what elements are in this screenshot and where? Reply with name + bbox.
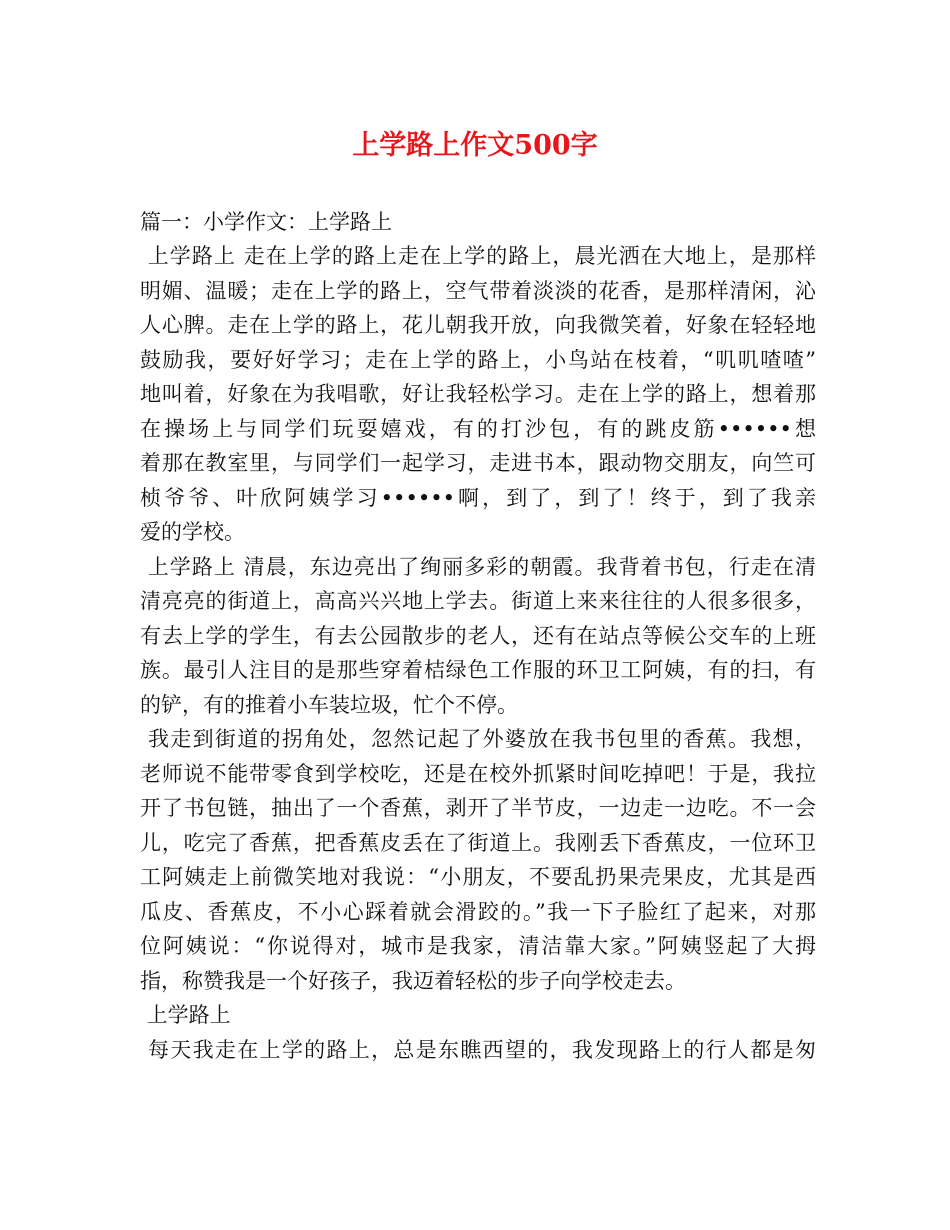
text-line: 桢爷爷、叶欣阿姨学习••••••啊，到了，到了！终于，到了我亲: [140, 486, 816, 510]
text-line: 我走到街道的拐角处，忽然记起了外婆放在我书包里的香蕉。我想，: [140, 727, 816, 751]
text-line: 地叫着，好象在为我唱歌，好让我轻松学习。走在上学的路上，想着那: [140, 382, 816, 406]
text-line: 开了书包链，抽出了一个香蕉，剥开了半节皮，一边走一边吃。不一会: [140, 796, 816, 820]
text-line: 有去上学的学生，有去公园散步的老人，还有在站点等候公交车的上班: [140, 624, 816, 648]
text-line: 指，称赞我是一个好孩子，我迈着轻松的步子向学校走去。: [140, 969, 686, 993]
text-line: 族。最引人注目的是那些穿着桔绿色工作服的环卫工阿姨，有的扫，有: [140, 658, 816, 682]
text-line: 鼓励我，要好好学习；走在上学的路上，小鸟站在枝着，“叽叽喳喳”: [140, 348, 816, 372]
text-line: 着那在教室里，与同学们一起学习，走进书本，跟动物交朋友，向竺可: [140, 451, 816, 475]
text-line: 每天我走在上学的路上，总是东瞧西望的，我发现路上的行人都是匆: [140, 1038, 816, 1062]
section-heading: 上学路上: [140, 1003, 231, 1027]
text-line: 清亮亮的街道上，高高兴兴地上学去。街道上来来往往的人很多很多，: [140, 589, 816, 613]
text-line: 人心脾。走在上学的路上，花儿朝我开放，向我微笑着，好象在轻轻地: [140, 313, 816, 337]
section-heading: 篇一：小学作文：上学路上: [140, 210, 392, 234]
text-line: 上学路上 清晨，东边亮出了绚丽多彩的朝霞。我背着书包，行走在清: [140, 555, 816, 579]
text-line: 工阿姨走上前微笑地对我说：“小朋友，不要乱扔果壳果皮，尤其是西: [140, 865, 816, 889]
text-line: 在操场上与同学们玩耍嬉戏，有的打沙包，有的跳皮筋••••••想: [140, 417, 816, 441]
text-line: 爱的学校。: [140, 520, 245, 544]
text-line: 上学路上 走在上学的路上走在上学的路上，晨光洒在大地上，是那样: [140, 244, 816, 268]
text-line: 的铲，有的推着小车装垃圾，忙个不停。: [140, 693, 518, 717]
text-line: 瓜皮、香蕉皮，不小心踩着就会滑跤的。”我一下子脸红了起来，对那: [140, 900, 816, 924]
text-line: 明媚、温暖；走在上学的路上，空气带着淡淡的花香，是那样清闲，沁: [140, 279, 816, 303]
text-line: 儿，吃完了香蕉，把香蕉皮丢在了街道上。我刚丢下香蕉皮，一位环卫: [140, 831, 816, 855]
text-line: 位阿姨说：“你说得对，城市是我家，清洁靠大家。”阿姨竖起了大拇: [140, 934, 816, 958]
document-title: 上学路上作文500字: [352, 130, 598, 161]
text-line: 老师说不能带零食到学校吃，还是在校外抓紧时间吃掉吧！于是，我拉: [140, 762, 816, 786]
